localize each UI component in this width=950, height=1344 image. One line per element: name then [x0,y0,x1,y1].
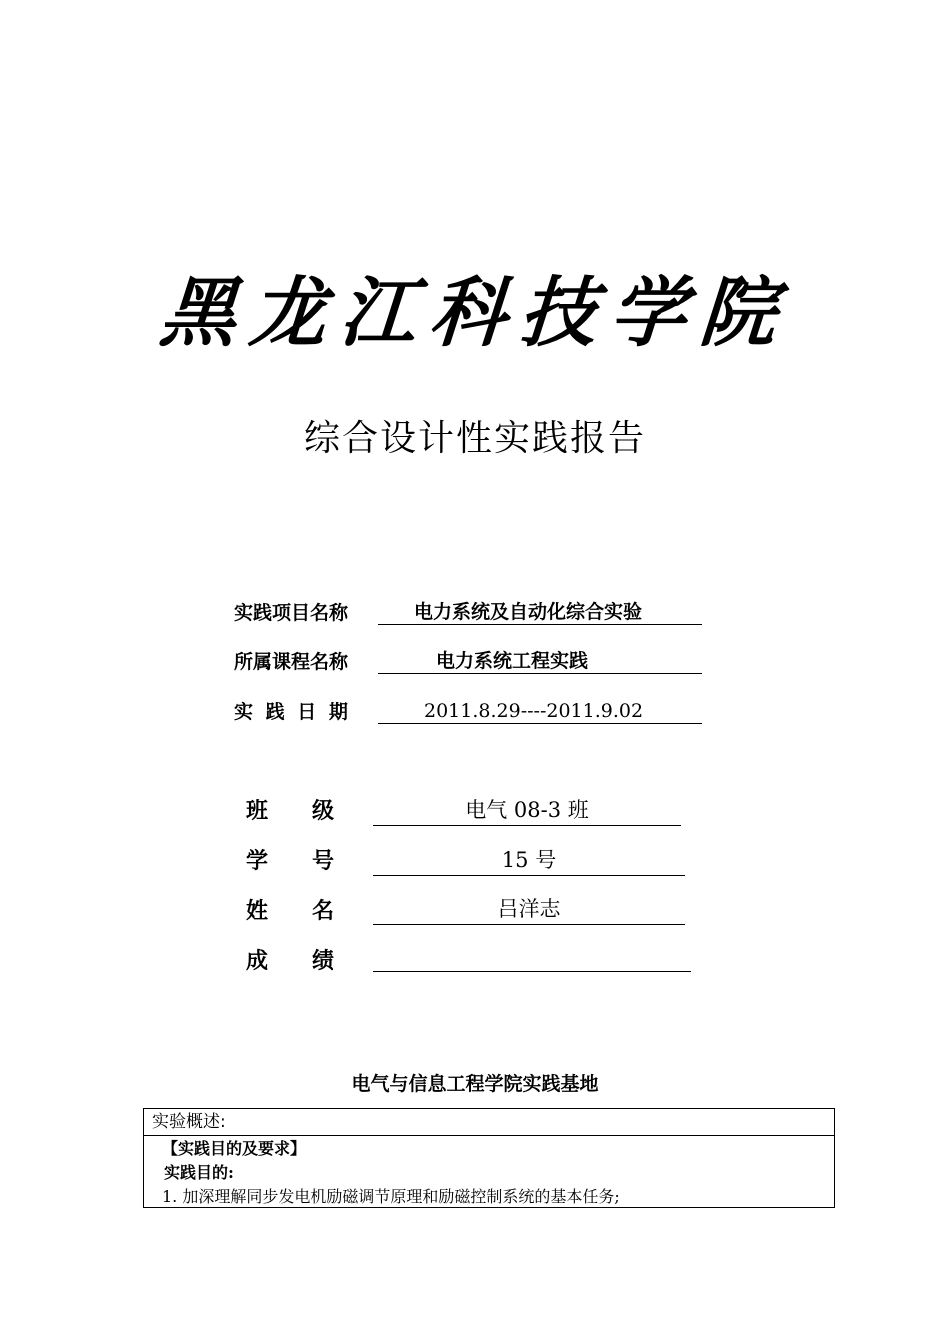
student-id-label [246,846,334,876]
project-name-label: 实践项目名称 [234,602,349,624]
student-id-label-text: 学 号 [246,848,335,874]
class-label-text: 班 级 [246,798,335,824]
purpose-item-1: 1. 加深理解同步发电机励磁调节原理和励磁控制系统的基本任务; [162,1187,620,1206]
section-title: 【实践目的及要求】 [162,1139,307,1158]
class-field: 电气 08-3 班 [373,795,681,826]
practice-date-label: 实 践 日 期 [234,701,351,723]
course-name-label: 所属课程名称 [234,651,349,673]
student-name-label-text: 姓 名 [246,898,335,924]
purpose-label: 实践目的: [164,1163,234,1182]
practice-date-field: 2011.8.29----2011.9.02 [378,698,702,724]
score-field [373,941,691,972]
overview-label: 实验概述: [144,1109,834,1136]
student-id-field: 15 号 [373,845,685,876]
experiment-overview-box [143,1108,835,1208]
school-name: 黑龙江科技学院 [156,268,794,357]
practice-base-name: 电气与信息工程学院实践基地 [351,1073,599,1095]
score-label-text: 成 绩 [246,948,335,974]
project-name-field: 电力系统及自动化综合实验 [378,599,702,625]
score-label [246,946,334,976]
student-name-label [246,896,334,926]
class-label [246,796,356,826]
student-name-field: 吕洋志 [373,894,685,925]
course-name-field: 电力系统工程实践 [378,648,702,674]
report-title: 综合设计性实践报告 [303,418,646,459]
